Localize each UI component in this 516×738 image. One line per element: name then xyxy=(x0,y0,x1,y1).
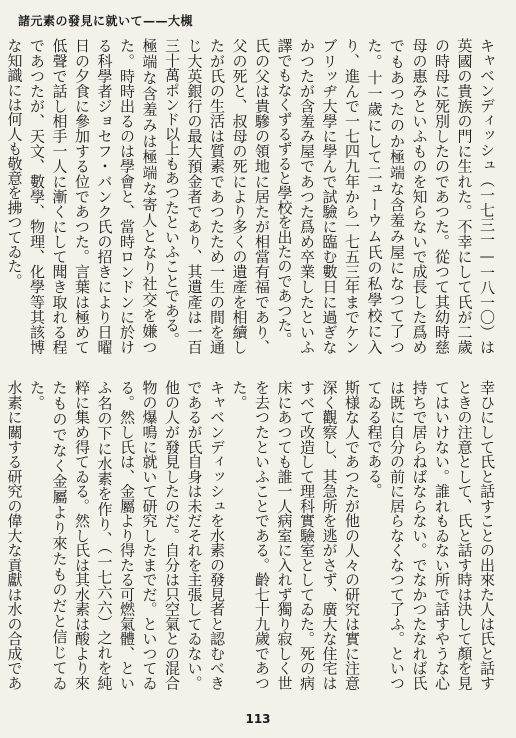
paragraph: 氏の父は貴驂の領地に居たが相當有福であり、父の死と、叔母の死により多くの遺產を相續したが氏の生活は質素であつたため一生の間を通じ大英銀行の最大預金者であり、其遺產は一百三十萬ポンド以上もあつたといふことである。 xyxy=(163,38,271,354)
upper-text-block xyxy=(5,38,498,354)
page-number: 113 xyxy=(245,712,271,726)
lower-text-block xyxy=(5,380,498,690)
paragraph: キャベンディッシュを水素の發見者と認むべきであるが氏自身は未だそれを主張してゐない。他の人が發見したのだ。自分は只空氣との混合物の爆鳴に就いて研究したまでだ。といつてゐる。然し氏は、金屬より得たる可燃氣體、といふ名の下に水素を作り、（一七六六）之れを純粹に集め得てゐる。然し氏は其水素は酸より來たものでなく金屬より來たものだと信じてゐた。 xyxy=(28,380,226,690)
paragraph: キャベンディッシュ（一七三一—一八一〇）は英國の貴族の門に生れた。不幸にして氏が二歲の時母に死別したのであつた。從つて其幼時慈母の惠みといふものを知らないで成長した爲めでもあつたのか極端な含羞み屋になつて了つた。十一歲にして二ューウム氏の私學校に入り、進んで一七四九年から一七五三年までケンブリッヂ大學に學んで試驗に臨む數日に過ぎなかつたが含羞み屋であつた爲め卒業したといふ譯でもなくずるずると學校を出たのであつた。 xyxy=(275,38,496,354)
paragraph: 水素に關する研究の偉大な貢獻は水の合成であ xyxy=(5,380,24,690)
paragraph: 極端な含羞みは極端な寄人となり社交を嫌つた。時時出るのは學會と、當時ロンドンに於ける科學者ジョセフ・バンク氏の招きにより日曜日の夕食に參加する位であつた。言葉は極めて低聲で話し相手一人に漸くにして聞き取れる程であつたが、天文、數學、物理、化學等其該博な知識には何人も敬意を拂つてゐた。 xyxy=(5,38,159,354)
paragraph: 幸ひにして氏と話すことの出來た人は氏と話すときの注意として、氏と話す時は決して顏を見てはいけない。誰れもゐない所で話すやうな心持ちで居らねばならない。でなかつたなれば氏は既に自分の前に居らなくなつて了ふ。といつてゐる程である。 xyxy=(365,380,496,690)
paragraph: 斯様な人であつたが他の人々の研究は實に注意深く觀察し、其急所を逃がさず、廣大な住宅はすべて改造して理科實驗室としてゐた。死の病床にあつても誰一人病室に入れず獨り寂しく世を去つたといふことである。齡七十九歲であつた。 xyxy=(230,380,361,690)
running-header: 諸元素の發見に就いて——大槻 xyxy=(18,14,194,28)
